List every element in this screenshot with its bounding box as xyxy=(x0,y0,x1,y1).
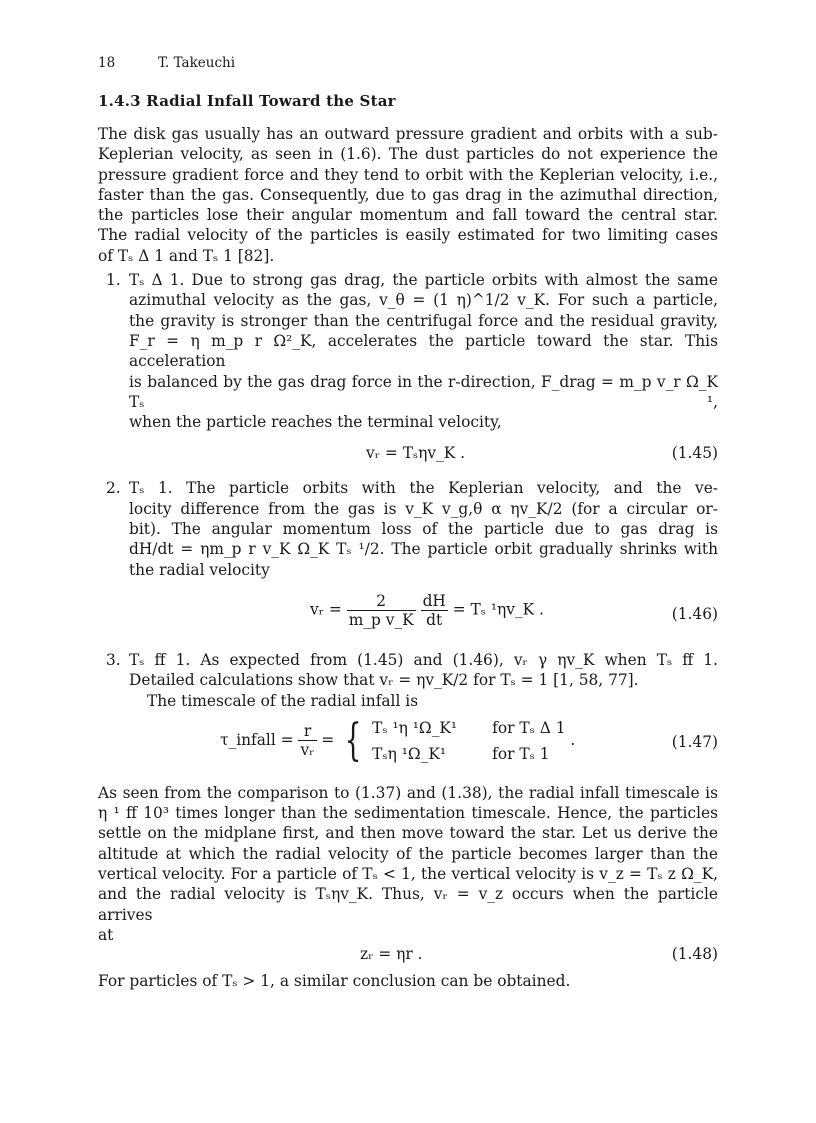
text-line: Tₛ ff 1. As expected from (1.45) and (1.46), vᵣ γ ηv_K when Tₛ ff 1. xyxy=(129,650,718,669)
list-item-1 xyxy=(98,270,718,432)
text-line: Keplerian velocity, as seen in (1.6). The dust particles do not experience the xyxy=(98,145,718,164)
author: T. Takeuchi xyxy=(158,55,236,71)
numerator: r xyxy=(298,722,316,741)
text-line: and the radial velocity is Tₛηv_K. Thus, vᵣ = v_z occurs when the particle arrives xyxy=(98,885,718,924)
text-line: settle on the midplane first, and then move toward the star. Let us derive the xyxy=(98,824,718,843)
equation-body: vᵣ = Tₛηv_K . xyxy=(366,444,466,463)
equation-1-47 xyxy=(98,711,718,777)
equation-number: (1.47) xyxy=(671,732,718,751)
equation-1-45 xyxy=(98,432,718,474)
equation-1-48 xyxy=(98,945,718,971)
text-line: Tₛ Δ 1. Due to strong gas drag, the particle orbits with almost the same xyxy=(129,271,718,290)
text-line: the particles lose their angular momentum and fall toward the central star. xyxy=(98,206,718,225)
equation-trail: . xyxy=(570,730,576,749)
running-head xyxy=(98,52,718,74)
text-line: The radial velocity of the particles is easily estimated for two limiting cases xyxy=(98,226,718,245)
fraction xyxy=(347,592,416,629)
text-line: faster than the gas. Consequently, due to gas drag in the azimuthal direction, xyxy=(98,185,718,204)
case-expression: Tₛη ¹Ω_K¹ xyxy=(372,744,446,763)
item-number: 1. xyxy=(106,271,121,290)
text-line: Detailed calculations show that vᵣ = ηv_K/2 for Tₛ = 1 [1, 58, 77]. xyxy=(129,671,639,690)
page-number: 18 xyxy=(98,55,116,71)
equation-rhs: = Tₛ ¹ηv_K . xyxy=(452,600,544,619)
equation-body xyxy=(310,592,544,629)
equation-1-46 xyxy=(98,580,718,646)
page xyxy=(98,52,718,992)
final-paragraph xyxy=(98,783,718,945)
text-line: locity difference from the gas is v_K v_g,θ α ηv_K/2 (for a circular or- xyxy=(129,499,718,518)
equation-number: (1.46) xyxy=(671,604,718,623)
fraction xyxy=(421,592,448,629)
equation-lhs: τ_infall = xyxy=(220,730,294,749)
left-brace: { xyxy=(344,714,362,766)
text-line: bit). The angular momentum loss of the particle due to gas drag is xyxy=(129,520,718,539)
equation-body xyxy=(220,715,575,767)
equation-body: zᵣ = ηr . xyxy=(360,945,423,964)
text-line: the gravity is stronger than the centrifugal force and the residual gravity, xyxy=(129,311,718,330)
text-line: η ¹ ff 10³ times longer than the sedimentation timescale. Hence, the particles xyxy=(98,804,718,823)
case-row xyxy=(372,741,565,767)
text-line: the radial velocity xyxy=(129,560,270,579)
list-item-2 xyxy=(98,478,718,579)
list-item-3 xyxy=(98,650,718,711)
text-line: when the particle reaches the terminal velocity, xyxy=(129,413,502,432)
denominator: m_p v_K xyxy=(348,610,414,629)
case-condition: for Tₛ 1 xyxy=(492,744,550,763)
case-expression: Tₛ ¹η ¹Ω_K¹ xyxy=(372,718,458,737)
case-row xyxy=(372,715,565,741)
numerator: dH xyxy=(422,591,446,610)
equals-sign: = xyxy=(321,730,335,749)
equation-lhs: vᵣ = xyxy=(310,600,342,619)
text-line: dH/dt = ηm_p r v_K Ω_K Tₛ ¹/2. The particle orbit gradually shrinks with xyxy=(129,540,718,559)
text-line: The disk gas usually has an outward pressure gradient and orbits with a sub- xyxy=(98,125,718,143)
equation-number: (1.48) xyxy=(671,945,718,964)
intro-paragraph xyxy=(98,124,718,266)
case-condition: for Tₛ Δ 1 xyxy=(492,718,566,737)
closing-sentence: For particles of Tₛ > 1, a similar conclusion can be obtained. xyxy=(98,972,571,991)
text-line: of Tₛ Δ 1 and Tₛ 1 [82]. xyxy=(98,246,275,265)
equation-number: (1.45) xyxy=(671,444,718,463)
section-title: 1.4.3 Radial Infall Toward the Star xyxy=(98,92,396,110)
text-line: The timescale of the radial infall is xyxy=(147,691,419,710)
item-number: 3. xyxy=(106,650,121,669)
text-line: F_r = η m_p r Ω²_K, accelerates the particle toward the star. This acceleration xyxy=(129,331,718,371)
text-line: at xyxy=(98,925,114,944)
numerator: 2 xyxy=(347,592,416,611)
text-line: azimuthal velocity as the gas, v_θ = (1 η)^1/2 v_K. For such a particle, xyxy=(129,291,718,310)
text-line: pressure gradient force and they tend to orbit with the Keplerian velocity, i.e., xyxy=(98,165,718,184)
text-line: Tₛ 1. The particle orbits with the Keplerian velocity, and the ve- xyxy=(129,479,718,498)
denominator: vᵣ xyxy=(300,741,315,760)
fraction xyxy=(298,722,316,759)
text-line: is balanced by the gas drag force in the r-direction, F_drag = m_p v_r Ω_K Tₛ ¹, xyxy=(129,372,718,411)
cases xyxy=(372,715,565,767)
text-line: As seen from the comparison to (1.37) and (1.38), the radial infall timescale is xyxy=(98,783,718,802)
text-line: altitude at which the radial velocity of the particle becomes larger than the xyxy=(98,844,718,863)
item-number: 2. xyxy=(106,479,121,498)
denominator: dt xyxy=(426,610,443,629)
text-line: vertical velocity. For a particle of Tₛ < 1, the vertical velocity is v_z = Tₛ z Ω_K, xyxy=(98,865,718,884)
